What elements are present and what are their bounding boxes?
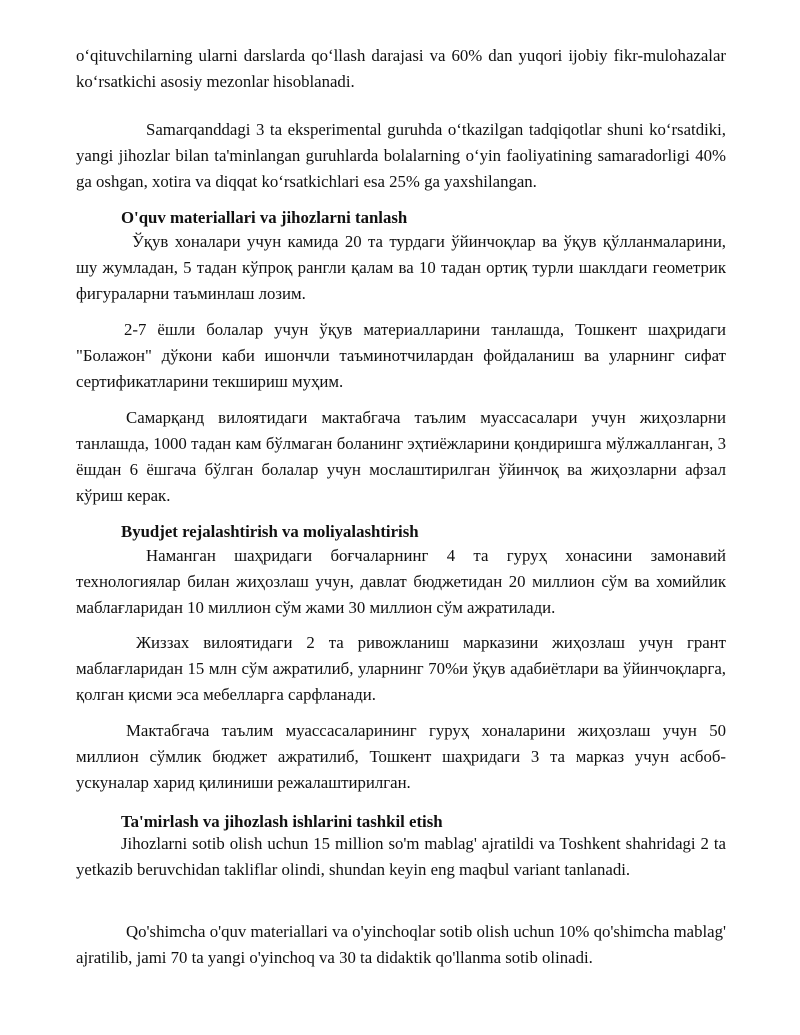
paragraph-jizzakh-grant: Жиззах вилоятидаги 2 та ривожланиш марказини жиҳозлаш учун грант маблағларидан 15 млн сўм ажратилиб, уларнинг 70%и ўқув адабиётлари ва ўйинчоқларга, қолган қисми эса мебелларга сарфланади. [76, 633, 726, 704]
paragraph-additional-materials: Qo'shimcha o'quv materiallari va o'yinchoqlar sotib olish uchun 10% qo'shimcha mablag' ajratilib, jami 70 ta yangi o'yinchoq va 30 ta didaktik qo'llanma sotib olinadi. [76, 922, 726, 967]
paragraph-toys-requirements: Ўқув хоналари учун камида 20 та турдаги ўйинчоқлар ва ўқув қўлланмаларини, шу жумладан, 5 тадан кўпроқ рангли қалам ва 10 тадан ортиқ турли шаклдаги геометрик фигураларни таъминлаш лозим. [76, 232, 726, 303]
paragraph-samarqand-research: Samarqanddagi 3 ta eksperimental guruhda oʻtkazilgan tadqiqotlar shuni koʻrsatdiki, yangi jihozlar bilan ta'minlangan guruhlarda bolalarning oʻyin faoliyatining samaradorligi 40% ga oshgan, xotira va diqqat koʻrsatkichlari esa 25% ga yaxshilangan. [76, 120, 726, 191]
paragraph-namangan-budget: Наманган шаҳридаги боғчаларнинг 4 та гуруҳ хонасини замонавий технологиялар билан жиҳозлаш учун, давлат бюджетидан 20 миллион сўм ва хомийлик маблағларидан 10 миллион сўм жами 30 миллион сўм ажратилади. [76, 546, 726, 617]
paragraph-preschool-budget: Мактабгача таълим муассасаларининг гуруҳ хоналарини жиҳозлаш учун 50 миллион сўмлик бюджет ажратилиб, Тошкент шаҳридаги 3 та марказ учун асбоб-ускуналар харид қилиниши режалаштирилган. [76, 721, 726, 792]
heading-materials-selection: O'quv materiallari va jihozlarni tanlash [121, 208, 408, 227]
heading-budget-planning: Byudjet rejalashtirish va moliyalashtirish [121, 522, 419, 541]
heading-repair-organization: Ta'mirlash va jihozlash ishlarini tashkil etish [121, 812, 443, 831]
paragraph-bolajon-store: 2-7 ёшли болалар учун ўқув материалларини танлашда, Тошкент шаҳридаги "Болажон" дўкони каби ишончли таъминотчилардан фойдаланиш ва уларнинг сифат сертификатларини текшириш муҳим. [76, 320, 726, 391]
paragraph-samarqand-equipment: Самарқанд вилоятидаги мактабгача таълим муассасалари учун жиҳозларни танлашда, 1000 тадан кам бўлмаган боланинг эҳтиёжларини қондиришга мўлжалланган, 3 ёшдан 6 ёшгача бўлган болалар учун мослаштирилган ўйинчоқ ва жиҳозларни афзал кўриш керак. [76, 408, 726, 505]
paragraph-criteria: oʻqituvchilarning ularni darslarda qoʻllash darajasi va 60% dan yuqori ijobiy fikr-mulohazalar koʻrsatkichi asosiy mezonlar hisoblanadi. [76, 46, 726, 91]
paragraph-equipment-purchase: Jihozlarni sotib olish uchun 15 million so'm mablag' ajratildi va Toshkent shahridagi 2 ta yetkazib beruvchidan takliflar olindi, shundan keyin eng maqbul variant tanlanadi. [76, 834, 726, 879]
